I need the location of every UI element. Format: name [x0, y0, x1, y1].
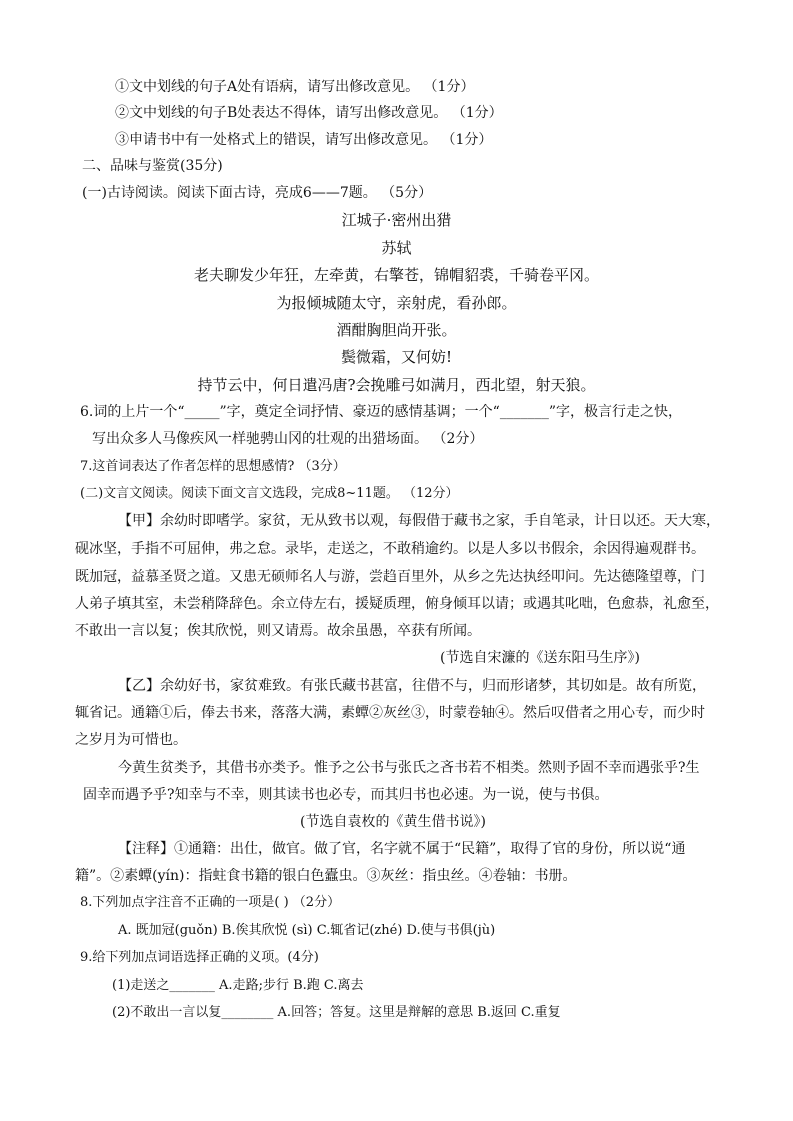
poem-author: 苏轼: [381, 239, 412, 257]
part-intro: (一)古诗阅读。阅读下面古诗，亮成6——7题。 （5分）: [82, 185, 433, 201]
poem-line: 老夫聊发少年狂，左牵黄，右擎苍，锦帽貂裘，千骑卷平冈。: [193, 266, 599, 284]
annotation-line: 【注释】①通籍：出仕，做官。做了官，名字就不属于“民籍”，取得了官的身份，所以说“通: [118, 841, 686, 857]
passage-jia-line: 既加冠，益慕圣贤之道。又患无硕师名人与游，尝趋百里外，从乡之先达执经叩问。先达德隆望尊，门: [75, 569, 705, 585]
section-heading: 二、品味与鉴赏(35分): [82, 158, 223, 174]
poem-line: 鬓微霜，又何妨!: [340, 348, 453, 366]
question-8-options: A. 既加冠(guǒn) B.俟其欣悦 (sì) C.辄省记(zhé) D.使与书俱(jù): [118, 923, 496, 938]
passage-jia-source: (节选自宋濂的《送东阳马生序》): [440, 650, 640, 666]
question-line: ②文中划线的句子B处表达不得体，请写出修改意见。 （1分）: [115, 105, 503, 121]
poem-line: 持节云中，何日遣冯唐?会挽雕弓如满月，西北望，射天狼。: [197, 376, 596, 394]
question-9: 9.给下列加点词语选择正确的义项。(4分): [80, 950, 319, 965]
part-intro: (二)文言文阅读。阅读下面文言文选段，完成8~11题。 （12分）: [80, 486, 459, 501]
passage-yi-source: (节选自袁枚的《黄生借书说》): [300, 814, 486, 830]
annotation-line: 籍”。②素蟫(yín)：指蛀食书籍的银白色蠹虫。③灰丝：指虫丝。④卷轴：书册。: [75, 868, 577, 884]
passage-yi-line: 【乙】余幼好书，家贫难致。有张氏藏书甚富，往借不与，归而形诸梦，其切如是。故有所览，: [118, 678, 706, 694]
question-7: 7.这首词表达了作者怎样的思想感情? （3分）: [80, 459, 346, 474]
question-9-item: (1)走送之_______ A.走路;步行 B.跑 C.离去: [112, 978, 364, 993]
passage-jia-line: 人弟子填其室，未尝稍降辞色。余立侍左右，援疑质理，俯身倾耳以请；或遇其叱咄，色愈恭，礼愈至，: [75, 596, 719, 612]
question-9-item: (2)不敢出一言以复________ A.回答；答复。这里是辩解的意思 B.返回 C.重复: [112, 1005, 561, 1020]
poem-title: 江城子·密州出猎: [341, 211, 452, 229]
passage-yi-line: 之岁月为可惜也。: [75, 732, 187, 748]
poem-line: 为报倾城随太守，亲射虎，看孙郎。: [276, 294, 517, 312]
passage-jia-line: 砚冰坚，手指不可屈伸，弗之怠。录毕，走送之，不敢稍逾约。以是人多以书假余，余因得遍观群书。: [75, 541, 705, 557]
passage-yi-line: 固幸而遇予乎?知幸与不幸，则其读书也必专，而其归书也必速。为一说，使与书俱。: [83, 787, 609, 803]
question-line: ③申请书中有一处格式上的错误，请写出修改意见。 （1分）: [115, 132, 493, 148]
passage-yi-line: 今黄生贫类予，其借书亦类予。惟予之公书与张氏之吝书若不相类。然则予固不幸而遇张乎?生: [118, 760, 700, 776]
question-8: 8.下列加点字注音不正确的一项是( ) （2分）: [80, 895, 341, 910]
passage-yi-line: 辄省记。通籍①后，俸去书来，落落大满，素蟫②灰丝③，时蒙卷轴④。然后叹借者之用心专，而少时: [75, 705, 705, 721]
passage-jia-line: 不敢出一言以复；俟其欣悦，则又请焉。故余虽愚，卒获有所闻。: [75, 623, 481, 639]
question-line: ①文中划线的句子A处有语病，请写出修改意见。 （1分）: [115, 79, 475, 95]
question-6: 6.词的上片一个“_____”字，奠定全词抒情、豪迈的感情基调；一个“_______”字，极言行走之快，: [80, 404, 682, 420]
question-6-cont: 写出众多人马像疾风一样驰骋山冈的壮观的出猎场面。 （2分）: [92, 431, 484, 447]
passage-jia-line: 【甲】余幼时即嗜学。家贫，无从致书以观，每假借于藏书之家，手自笔录，计日以还。天大寒，: [118, 513, 720, 529]
poem-line: 酒酣胸胆尚开张。: [336, 321, 457, 339]
